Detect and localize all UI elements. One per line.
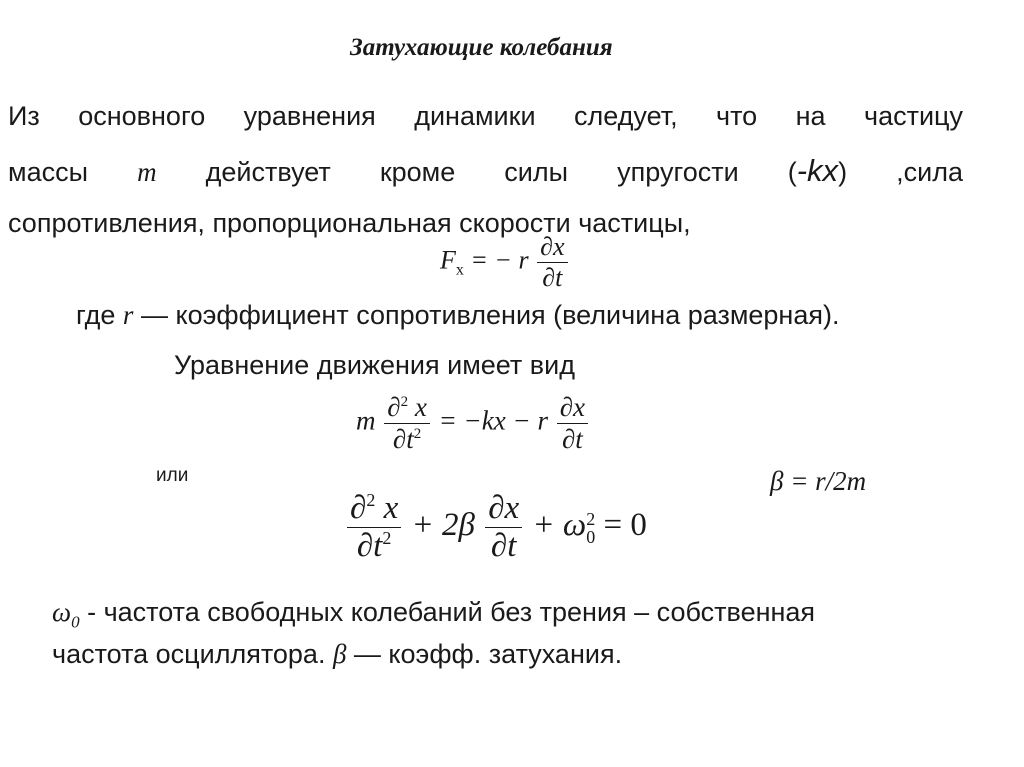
resistance-symbol: r: [122, 300, 134, 330]
norm-velocity-denominator: ∂t: [485, 527, 522, 565]
resistance-note-pre: где: [76, 300, 116, 330]
motion-mass: m: [356, 405, 376, 436]
norm-omega-sub: 0: [586, 526, 596, 547]
force-rhs: = − r: [470, 245, 529, 275]
resistance-note-post: — коэффициент сопротивления (величина размерная).: [140, 300, 840, 330]
norm-velocity-fraction: [485, 490, 522, 565]
x-var: x: [414, 392, 427, 422]
bottom-line-2-pre: частота осциллятора.: [52, 638, 333, 669]
intro-paragraph: [8, 92, 963, 249]
motion-rhs: = −kx − r: [438, 405, 548, 436]
slide-title: Затухающие колебания: [350, 34, 613, 61]
motion-velocity-numerator: ∂x: [559, 392, 586, 422]
norm-order-sup: 2: [366, 490, 376, 510]
norm-omega-term: + ω: [532, 507, 587, 544]
norm-velocity-numerator: ∂x: [488, 490, 520, 526]
motion-equation: [356, 392, 590, 455]
bottom-line-2-post: — коэфф. затухания.: [346, 638, 623, 669]
norm-acceleration-fraction: [347, 490, 401, 565]
bottom-definitions: [52, 592, 815, 676]
acceleration-fraction: [384, 392, 430, 455]
bottom-line-2: [52, 634, 815, 676]
motion-velocity-fraction: [557, 392, 588, 455]
acceleration-numerator: [384, 392, 430, 423]
partial-sign: ∂: [387, 392, 401, 422]
or-label: или: [156, 465, 189, 486]
intro-line-2-mid: действует кроме силы упругости: [205, 156, 739, 187]
intro-line-2: [8, 142, 963, 199]
norm-damping-term: + 2β: [411, 507, 475, 544]
beta-symbol: β: [332, 638, 347, 669]
bottom-line-1: [52, 592, 815, 634]
norm-omega-indices: [586, 510, 595, 546]
elastic-force-expr: -kx: [796, 152, 839, 188]
velocity-numerator: ∂x: [540, 232, 565, 261]
elastic-force: (-kx): [787, 152, 848, 188]
bottom-line-1-text: - частота свободных колебаний без трения – собственная: [79, 597, 816, 627]
intro-line-1: Из основного уравнения динамики следует, что на частицу: [8, 101, 963, 131]
norm-dt-sup: 2: [382, 528, 392, 548]
dt-sup: 2: [413, 426, 422, 442]
dt-term: ∂t: [392, 424, 414, 454]
norm-equals-zero: = 0: [603, 507, 647, 544]
normalized-equation: [345, 490, 647, 565]
friction-force-formula: [440, 232, 570, 293]
omega-symbol: ω: [52, 597, 72, 627]
omega-subscript: 0: [71, 612, 80, 632]
norm-x-var: x: [383, 490, 399, 526]
intro-line-3: сопротивления, пропорциональная скорости частицы,: [8, 208, 691, 239]
motion-heading: Уравнение движения имеет вид: [174, 350, 575, 380]
force-subscript: x: [455, 261, 464, 279]
norm-dt-term: ∂t: [356, 528, 383, 564]
norm-partial-sign: ∂: [350, 490, 367, 526]
force-symbol: F: [440, 245, 456, 275]
velocity-denominator: ∂t: [537, 262, 567, 293]
motion-velocity-denominator: ∂t: [557, 423, 588, 455]
intro-line-2-post: ,сила: [896, 156, 963, 187]
acceleration-denominator: [384, 423, 430, 455]
mass-symbol: m: [137, 156, 157, 187]
velocity-fraction: [537, 232, 567, 293]
norm-acceleration-denominator: [347, 527, 401, 565]
order-sup: 2: [400, 394, 409, 410]
norm-acceleration-numerator: [347, 490, 401, 527]
resistance-note: [76, 300, 839, 331]
intro-line-2-pre: массы: [8, 156, 88, 187]
beta-definition: β = r/2m: [770, 466, 867, 496]
norm-omega-sup: 2: [586, 508, 596, 529]
